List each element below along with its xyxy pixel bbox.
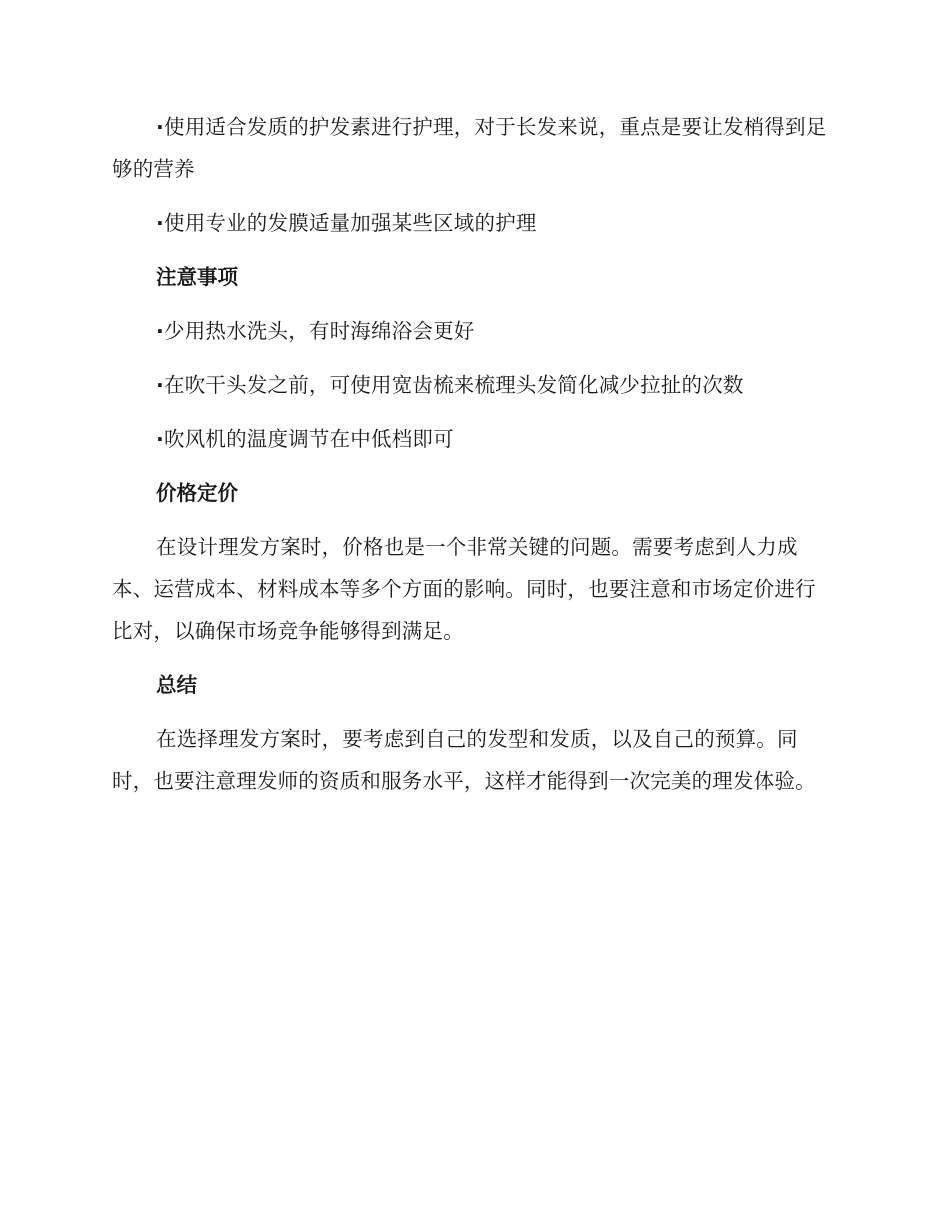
summary-paragraph: 在选择理发方案时，要考虑到自己的发型和发质，以及自己的预算。同时，也要注意理发师的资质和服务水平，这样才能得到一次完美的理发体验。 (112, 727, 816, 793)
section-heading-pricing: 价格定价 (156, 481, 238, 505)
bullet-item (112, 364, 834, 406)
bullet-item (112, 418, 834, 460)
bullet-text: 吹风机的温度调节在中低档即可 (164, 427, 454, 451)
bullet-text: 使用专业的发膜适量加强某些区域的护理 (164, 211, 537, 235)
bullet-item (112, 310, 834, 352)
bullet-item (112, 202, 834, 244)
bullet-dot: · (156, 427, 164, 451)
bullet-text: 少用热水洗头，有时海绵浴会更好 (164, 319, 475, 343)
bullet-text: 使用适合发质的护发素进行护理，对于长发来说，重点是要让发梢得到足够的营养 (112, 115, 827, 181)
bullet-dot: · (156, 319, 164, 343)
bullet-text: 在吹干头发之前，可使用宽齿梳来梳理头发简化减少拉扯的次数 (164, 373, 744, 397)
section-heading-summary: 总结 (156, 673, 197, 697)
pricing-paragraph: 在设计理发方案时，价格也是一个非常关键的问题。需要考虑到人力成本、运营成本、材料成本等多个方面的影响。同时，也要注意和市场定价进行比对，以确保市场竞争能够得到满足。 (112, 535, 816, 643)
bullet-item (112, 106, 834, 190)
section-heading-notes: 注意事项 (156, 265, 238, 289)
document-page (112, 106, 834, 814)
bullet-dot: · (156, 373, 164, 397)
bullet-dot: · (156, 115, 164, 139)
bullet-dot: · (156, 211, 164, 235)
